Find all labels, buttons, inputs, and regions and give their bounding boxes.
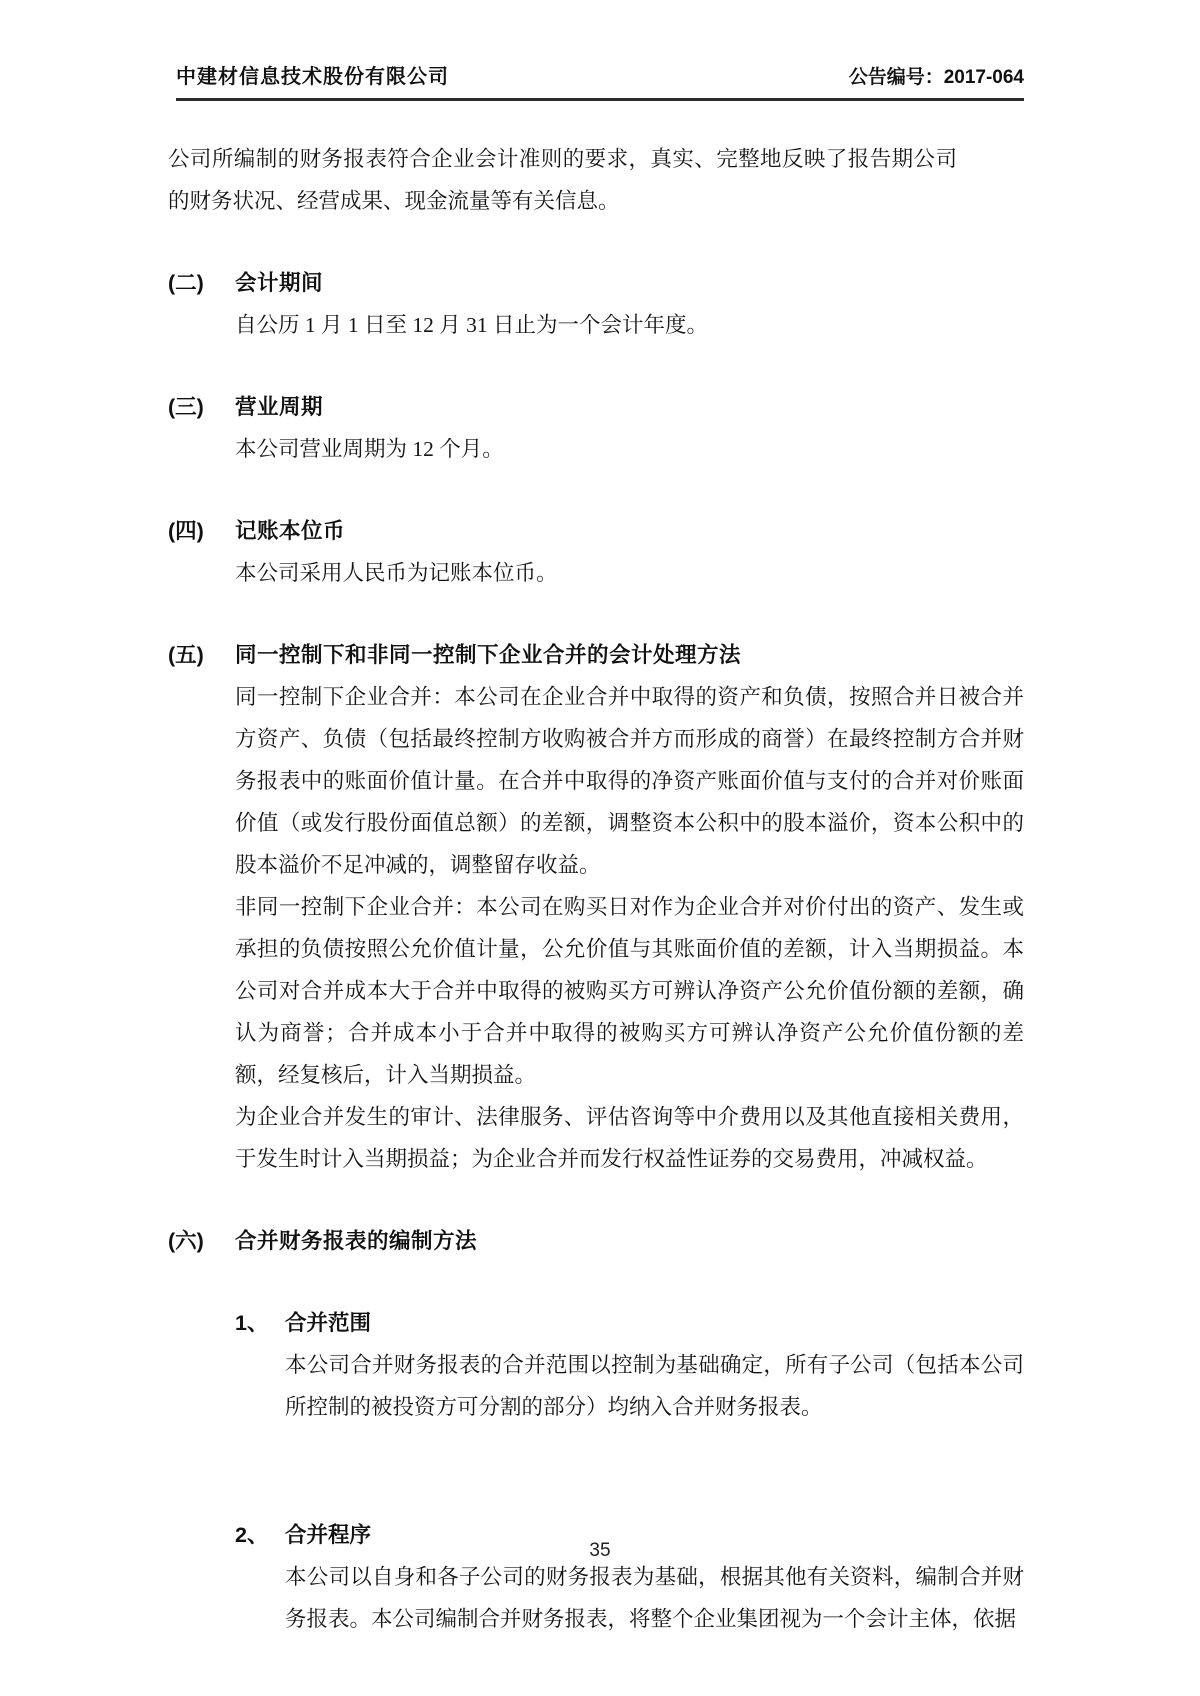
section-number: (二): [168, 271, 204, 295]
section-number: (六): [168, 1229, 204, 1253]
section-number: (三): [168, 395, 204, 419]
company-name: 中建材信息技术股份有限公司: [176, 66, 449, 88]
document-body: [168, 138, 1024, 1640]
subsection-title: 合并范围: [285, 1311, 372, 1335]
subsection-consolidation-scope: [235, 1302, 1024, 1428]
subsection-consolidation-procedure: [235, 1514, 1024, 1640]
page-number: 35: [589, 1540, 611, 1561]
section-paragraph: 为企业合并发生的审计、法律服务、评估咨询等中介费用以及其他直接相关费用，于发生时计入当期损益；为企业合并而发行权益性证券的交易费用，冲减权益。: [235, 1105, 1024, 1171]
section-number: (五): [168, 643, 204, 667]
section-paragraph: 自公历 1 月 1 日至 12 月 31 日止为一个会计年度。: [235, 313, 709, 337]
subsection-number: 2、: [235, 1523, 269, 1547]
header-divider: [176, 98, 1024, 101]
section-number: (四): [168, 519, 204, 543]
section-paragraph: 非同一控制下企业合并：本公司在购买日对作为企业合并对价付出的资产、发生或承担的负债按照公允价值计量，公允价值与其账面价值的差额，计入当期损益。本公司对合并成本大于合并中取得的被购买方可辨认净资产公允价值份额的差额，确认为商誉；合并成本小于合并中取得的被购买方可辨认净资产公允价值份额的差额，经复核后，计入当期损益。: [235, 895, 1024, 1087]
section-business-combination: [168, 634, 1024, 1180]
subsection-number: 1、: [235, 1311, 269, 1335]
page-header: [176, 60, 1024, 101]
section-paragraph: 同一控制下企业合并：本公司在企业合并中取得的资产和负债，按照合并日被合并方资产、负债（包括最终控制方收购被合并方而形成的商誉）在最终控制方合并财务报表中的账面价值计量。在合并中取得的净资产账面价值与支付的合并对价账面价值（或发行股份面值总额）的差额，调整资本公积中的股本溢价，资本公积中的股本溢价不足冲减的，调整留存收益。: [235, 685, 1024, 877]
vertical-spacer: [168, 1428, 1024, 1474]
section-title: 记账本位币: [235, 519, 346, 543]
subsection-paragraph: 本公司以自身和各子公司的财务报表为基础，根据其他有关资料，编制合并财务报表。本公司编制合并财务报表，将整个企业集团视为一个会计主体，依据: [285, 1565, 1024, 1631]
page-footer: [0, 1540, 1200, 1562]
section-title: 合并财务报表的编制方法: [235, 1229, 478, 1253]
announcement-number: 公告编号：2017-064: [848, 67, 1024, 88]
section-operating-cycle: [168, 386, 1024, 470]
section-title: 营业周期: [235, 395, 324, 419]
subsection-paragraph: 本公司合并财务报表的合并范围以控制为基础确定，所有子公司（包括本公司所控制的被投资方可分割的部分）均纳入合并财务报表。: [285, 1353, 1024, 1419]
section-consolidated-statements: [168, 1220, 1024, 1640]
section-title: 同一控制下和非同一控制下企业合并的会计处理方法: [235, 643, 742, 667]
intro-paragraph: 公司所编制的财务报表符合企业会计准则的要求，真实、完整地反映了报告期公司的财务状况、经营成果、现金流量等有关信息。: [168, 147, 957, 213]
section-paragraph: 本公司营业周期为 12 个月。: [235, 437, 504, 461]
section-title: 会计期间: [235, 271, 324, 295]
section-accounting-period: [168, 262, 1024, 346]
section-paragraph: 本公司采用人民币为记账本位币。: [235, 561, 558, 585]
subsection-title: 合并程序: [285, 1523, 372, 1547]
section-functional-currency: [168, 510, 1024, 594]
